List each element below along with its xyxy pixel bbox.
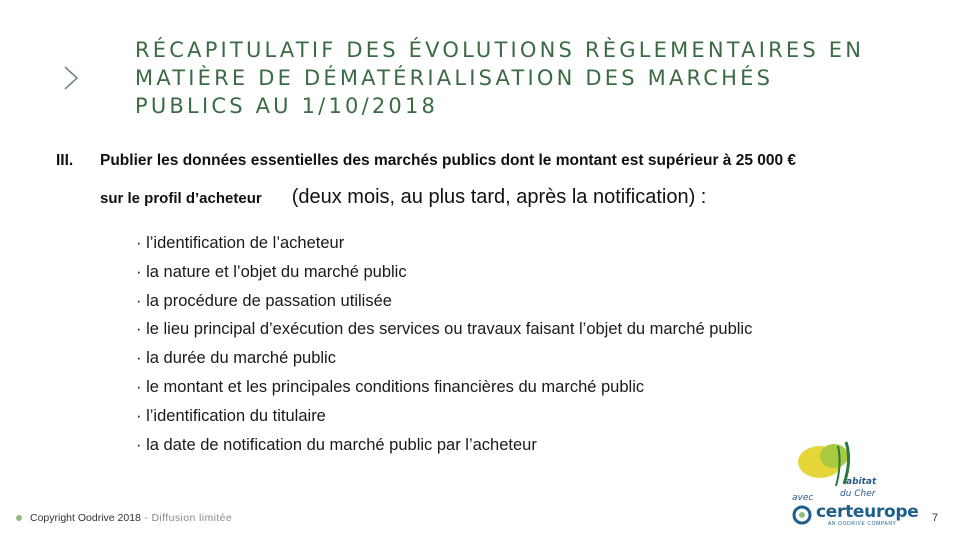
data-items-list	[136, 229, 752, 459]
footer	[16, 512, 232, 524]
avec-label: avec	[792, 493, 814, 502]
list-item: · le montant et les principales conditions financières du marché public	[136, 373, 752, 402]
title-line-2: MATIÈRE DE DÉMATÉRIALISATION DES MARCHÉS	[135, 66, 774, 90]
habitat-text: abitat	[846, 477, 877, 487]
subheading-note: (deux mois, au plus tard, après la notification) :	[291, 186, 707, 208]
footer-separator: -	[140, 512, 152, 524]
list-item: · l’identification du titulaire	[136, 402, 752, 431]
list-item: · la durée du marché public	[136, 344, 752, 373]
footer-copyright: Copyright Oodrive 2018	[30, 512, 141, 524]
list-item: · l’identification de l’acheteur	[136, 229, 752, 258]
bullet-dot-icon	[16, 515, 22, 521]
page-number: 7	[932, 512, 939, 524]
title-line-1: RÉCAPITULATIF DES ÉVOLUTIONS RÈGLEMENTAIRES EN	[135, 38, 865, 62]
section-heading	[56, 152, 796, 170]
list-item: · la date de notification du marché public par l’acheteur	[136, 431, 752, 460]
list-item: · la procédure de passation utilisée	[136, 287, 752, 316]
section-heading-text: Publier les données essentielles des marchés publics dont le montant est supérieur à 25 000 €	[100, 152, 797, 169]
section-subheading	[100, 186, 706, 209]
page-title	[135, 36, 915, 120]
chevron-right-icon	[62, 64, 80, 92]
certeurope-tagline: AN OODRIVE COMPANY	[828, 521, 897, 527]
list-item: · le lieu principal d’exécution des services ou travaux faisant l’objet du marché public	[136, 315, 752, 344]
section-number: III.	[56, 152, 74, 169]
list-item: · la nature et l’objet du marché public	[136, 258, 752, 287]
title-line-3: PUBLICS AU 1/10/2018	[135, 94, 439, 118]
habitat-du-cher-logo	[790, 440, 880, 502]
certeurope-wordmark: certeurope	[816, 502, 919, 522]
du-cher-text: du Cher	[840, 489, 876, 499]
subheading-bold: sur le profil d’acheteur	[100, 190, 262, 207]
footer-restriction: Diffusion limitée	[151, 512, 233, 524]
